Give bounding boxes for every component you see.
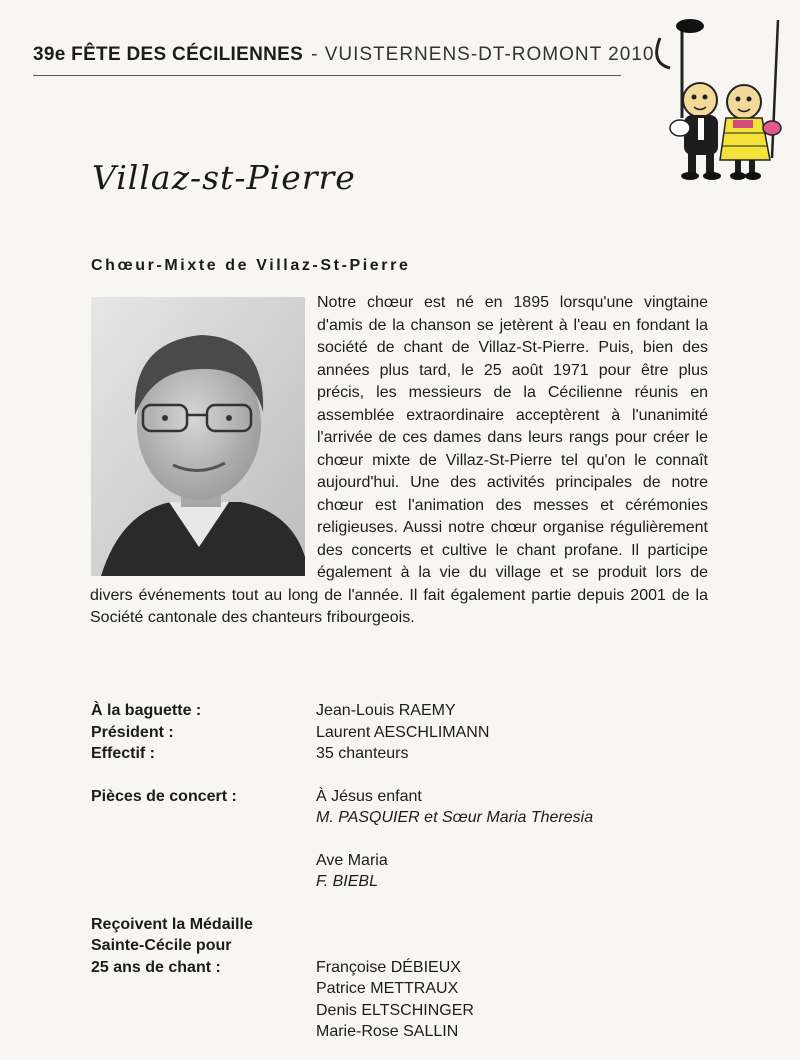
members-row: [91, 743, 711, 765]
recipient-name: Françoise DÉBIEUX: [316, 958, 461, 976]
conductor-row: [91, 700, 711, 722]
piece-composer: F. BIEBL: [316, 873, 378, 890]
piece-title: Ave Maria: [316, 851, 388, 869]
members-label: Effectif :: [91, 745, 155, 762]
pieces-row: [91, 786, 711, 893]
medal-label-line: Sainte-Cécile pour: [91, 937, 232, 954]
pieces-label: Pièces de concert :: [91, 787, 237, 805]
medal-row: [91, 914, 711, 1043]
members-value: 35 chanteurs: [316, 745, 409, 762]
medal-label-line: 25 ans de chant :: [91, 958, 221, 976]
piece-composer: M. PASQUIER et Sœur Maria Theresia: [316, 809, 594, 826]
pieces-list: [316, 786, 593, 893]
header-divider: [33, 75, 621, 76]
medal-label: [91, 914, 316, 979]
recipient-name: Marie-Rose SALLIN: [316, 1023, 459, 1040]
choir-history-body: Notre chœur est né en 1895 lorsqu'une vingtaine d'amis de la chanson se jetèrent à l'eau en fondant la société de chant de Villaz-St-Pierre. Puis, bien des années plus tard, le 25 août 1971 pour être plus précis, les messieurs de la Cécilienne réunis en assemblée extraordinaire acceptèrent à l'unanimité l'arrivée de ces dames dans leurs rangs pour créer le chœur mixte de Villaz-St-Pierre tel qu'on le connaît aujourd'hui. Une des activités principales de notre chœur est l'animation des messes et cérémonies religieuses. Aussi notre chœur organise régulièrement des concerts et cultive le chant profane. Il participe également à la vie du village et se produit lors de divers événements tout au long de l'année. Il fait également partie depuis 2001 de la Société cantonale des chanteurs fribourgeois.: [90, 294, 708, 626]
recipient-name: Patrice METTRAUX: [316, 980, 459, 997]
singing-couple-mascot-icon: [640, 8, 790, 188]
recipient-name: Denis ELTSCHINGER: [316, 1001, 474, 1019]
piece-title: À Jésus enfant: [316, 787, 422, 805]
photo-spacer: [90, 292, 317, 582]
choir-history-text: [90, 292, 708, 630]
president-value: Laurent AESCHLIMANN: [316, 723, 490, 741]
president-row: [91, 722, 711, 744]
place-title: Villaz-st-Pierre: [92, 158, 356, 197]
festival-place-year: - VUISTERNENS-DT-ROMONT 2010: [311, 44, 655, 65]
president-label: Président :: [91, 723, 174, 741]
medal-label-line: Reçoivent la Médaille: [91, 915, 253, 933]
medal-recipients: [316, 914, 474, 1043]
choir-info: [91, 700, 711, 1043]
conductor-value: Jean-Louis RAEMY: [316, 702, 456, 719]
festival-edition: 39e FÊTE DES CÉCILIENNES: [33, 44, 304, 65]
conductor-label: À la baguette :: [91, 702, 202, 719]
choir-name: Chœur-Mixte de Villaz-St-Pierre: [91, 257, 411, 274]
page-header: [33, 44, 654, 66]
